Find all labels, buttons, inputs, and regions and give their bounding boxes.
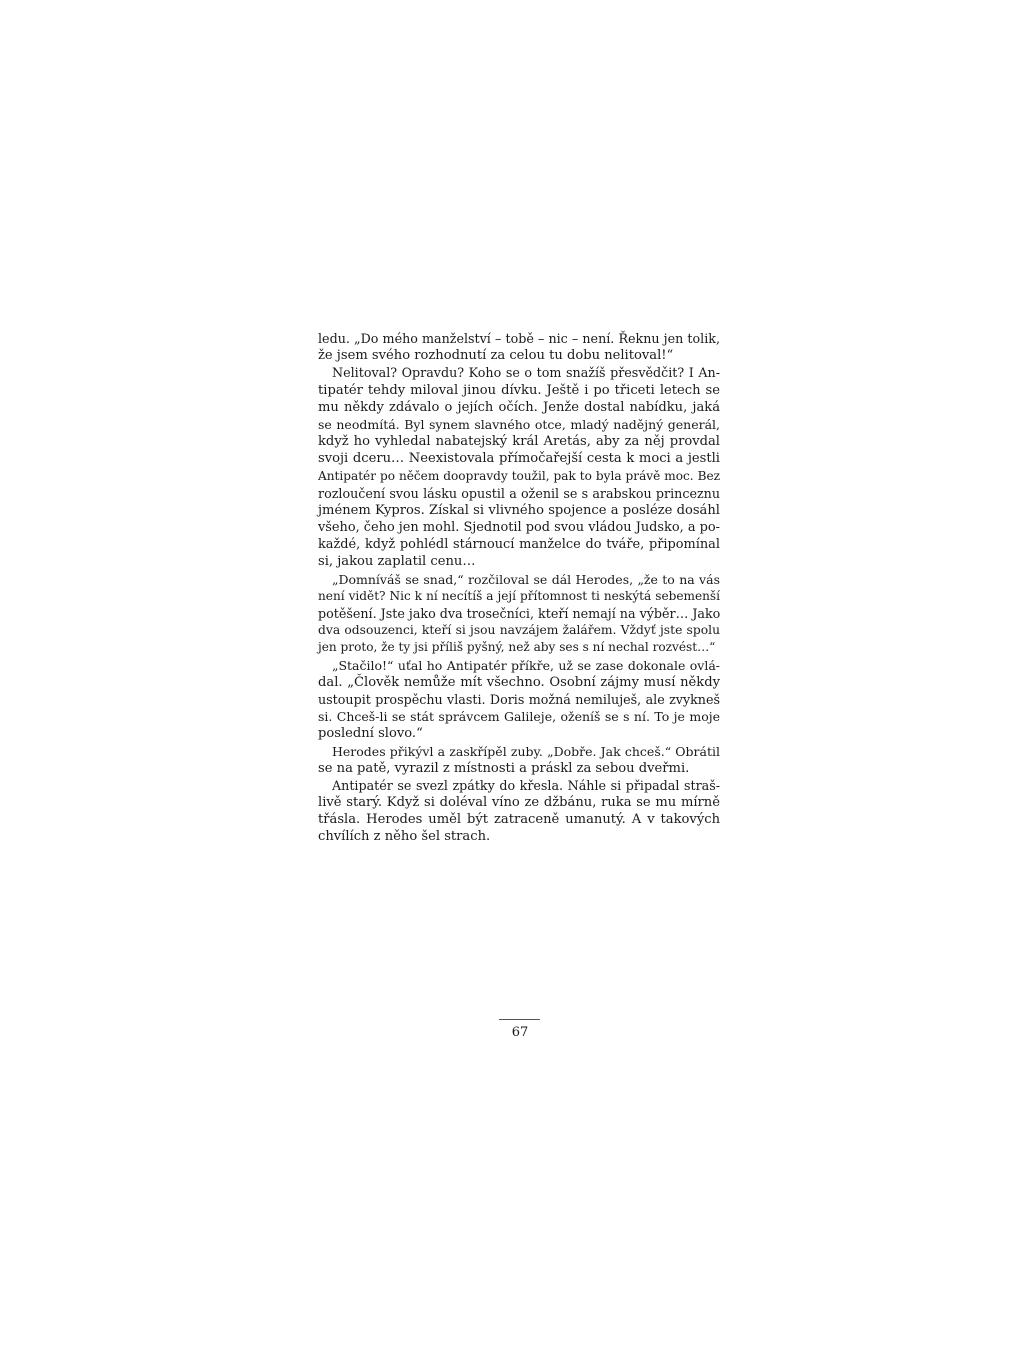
text-line: chvílích z něho šel strach.: [318, 829, 491, 845]
text-line: ledu. „Do mého manželství – tobě – nic – není. Řeknu jen tolik,: [318, 331, 720, 346]
text-line: Nelitoval? Opravdu? Koho se o tom snažíš přesvědčit? I An-: [332, 365, 720, 381]
body-text: [318, 330, 720, 846]
text-line: dal. „Člověk nemůže mít všechno. Osobní zájmy musí někdy: [318, 674, 720, 690]
text-line: mu někdy zdávalo o jejích očích. Jenže dostal nabídku, jaká: [318, 399, 720, 415]
text-line: jménem Kypros. Získal si vlivného spojence a posléze dosáhl: [318, 502, 720, 518]
text-line: rozloučení svou lásku opustil a oženil se s arabskou princeznu: [318, 485, 720, 501]
text-line: poslední slovo.“: [318, 726, 423, 742]
text-line: „Domníváš se snad,“ rozčiloval se dál Herodes, „že to na vás: [332, 571, 720, 587]
text-line: „Stačilo!“ uťal ho Antipatér příkře, už se zase dokonale ovlá-: [332, 657, 720, 673]
footer-rule: [499, 1019, 540, 1020]
text-line: ustoupit prospěchu vlasti. Doris možná nemiluješ, ale zvykneš: [318, 691, 720, 707]
page-number: 67: [511, 1025, 529, 1040]
text-line: se neodmítá. Byl synem slavného otce, mladý nadějný generál,: [318, 416, 720, 432]
text-line: dva odsouzenci, kteří si jsou navzájem žalářem. Vždyť jste spolu: [318, 623, 720, 638]
text-line: všeho, čeho jen mohl. Sjednotil pod svou vládou Judsko, a po-: [318, 520, 720, 536]
text-line: Herodes přikývl a zaskřípěl zuby. „Dobře. Jak chceš.“ Obrátil: [332, 743, 720, 759]
text-line: Antipatér se svezl zpátky do křesla. Náhle si připadal straš-: [332, 777, 720, 793]
text-line: každé, když pohlédl stárnoucí manželce do tváře, připomínal: [318, 537, 720, 553]
text-line: když ho vyhledal nabatejský král Aretás, aby za něj provdal: [318, 434, 720, 450]
text-line: svoji dceru… Neexistovala přímočařejší cesta k moci a jestli: [318, 451, 720, 467]
text-line: si. Chceš-li se stát správcem Galileje, oženíš se s ní. To je moje: [318, 709, 720, 725]
text-line: jen proto, že ty jsi příliš pyšný, než aby ses s ní nechal rozvést…“: [318, 640, 716, 655]
text-line: není vidět? Nic k ní necítíš a její přítomnost ti neskýtá sebemenší: [318, 588, 720, 603]
text-line: třásla. Herodes uměl být zatraceně umanutý. A v takových: [318, 812, 720, 828]
text-line: se na patě, vyrazil z místnosti a práskl za sebou dveřmi.: [318, 760, 690, 776]
text-line: livě starý. Když si doléval víno ze džbánu, ruka se mu mírně: [318, 795, 720, 811]
text-line: potěšení. Jste jako dva trosečníci, kteří nemají na výběr… Jako: [318, 606, 721, 621]
text-line: tipatér tehdy miloval jinou dívku. Ještě i po třiceti letech se: [318, 382, 720, 398]
text-line: Antipatér po něčem doopravdy toužil, pak to byla právě moc. Bez: [318, 468, 720, 483]
text-line: že jsem svého rozhodnutí za celou tu dobu nelitoval!“: [318, 348, 674, 364]
text-line: si, jakou zaplatil cenu…: [318, 554, 476, 570]
